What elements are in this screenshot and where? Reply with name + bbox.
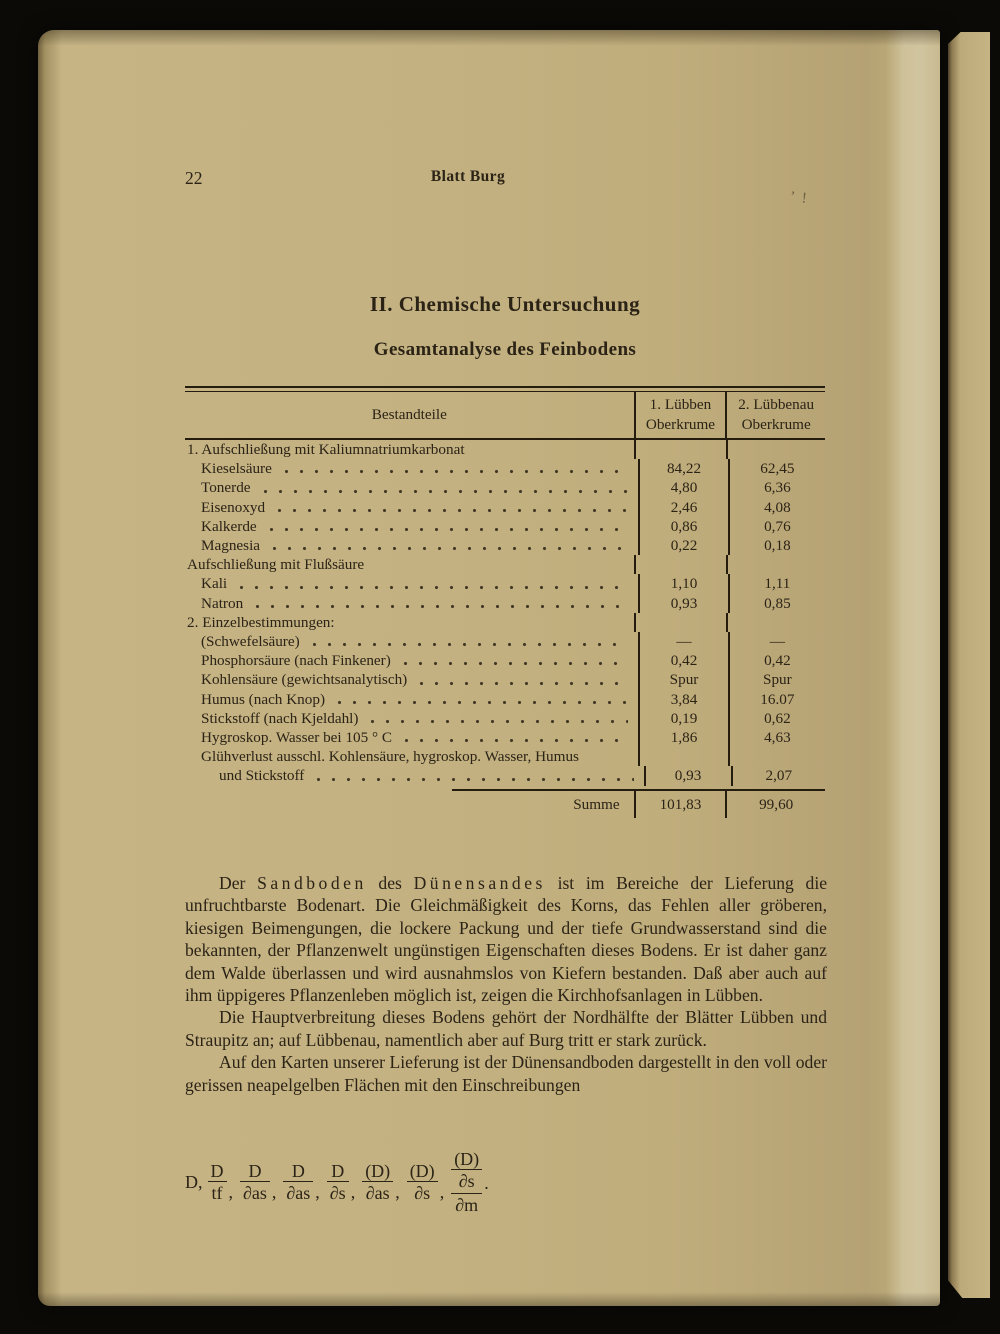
table-row (185, 459, 825, 478)
row-value-luebben: 2,46 (638, 498, 727, 517)
table-header (185, 392, 825, 440)
table-row (185, 478, 825, 497)
fraction: $\frac{D}{\partial as}$ (240, 1162, 270, 1204)
row-value-luebben: 84,22 (638, 459, 727, 478)
dot-leader (272, 546, 628, 551)
row-label: Hygroskop. Wasser bei 105 ° C (201, 729, 393, 747)
row-value-luebbenau: 6,36 (728, 478, 825, 497)
table-row (185, 498, 825, 517)
row-value-luebbenau: 4,63 (728, 728, 825, 747)
row-value-luebbenau: 1,11 (728, 574, 825, 593)
row-value-luebbenau: 16.07 (728, 690, 825, 709)
row-label-cell (185, 459, 638, 478)
fraction: (D) ∂s ∂m (451, 1150, 482, 1215)
dot-leader (269, 527, 629, 532)
row-value-luebbenau: 0,42 (728, 651, 825, 670)
row-label: Natron (201, 594, 244, 612)
row-value-luebbenau: 0,85 (728, 594, 825, 613)
row-label: 1. Aufschließung mit Kaliumnatriumkarbonat (187, 441, 465, 458)
table-row (185, 766, 825, 785)
dot-leader (284, 469, 628, 474)
section-subtitle: Gesamtanalyse des Feinbodens (373, 339, 637, 360)
row-label: Tonerde (201, 479, 251, 497)
row-label-cell (185, 517, 638, 536)
row-value-luebbenau (726, 555, 825, 574)
table-row (185, 632, 825, 651)
dot-leader (316, 777, 633, 782)
formula-lead: D, (185, 1171, 203, 1192)
row-label-cell (185, 728, 638, 747)
sum-label: Summe (573, 795, 620, 813)
dot-leader (263, 489, 629, 494)
column-header-line: Oberkrume (741, 416, 811, 433)
fraction-separator: , (395, 1181, 400, 1202)
row-label-cell (185, 555, 634, 574)
row-label: Kali (201, 575, 228, 593)
dot-leader (465, 440, 635, 459)
dot-leader (312, 642, 629, 647)
row-label: Humus (nach Knop) (201, 690, 326, 708)
column-header-line: Oberkrume (645, 416, 716, 433)
column-header-luebben (634, 392, 726, 438)
row-value-luebben: — (638, 632, 727, 651)
row-value-luebben: 1,86 (638, 728, 727, 747)
text-run-spaced: Dünensandes (413, 873, 546, 893)
paragraph-karten: Auf den Karten unserer Lieferung ist der Dünensandboden dargestellt in den voll oder gerissen neapelgelben Flächen mit den Einschreibungen (185, 1052, 827, 1095)
row-value-luebben: 0,93 (644, 766, 731, 785)
fraction-separator: . (484, 1172, 489, 1193)
row-label-cell (185, 574, 638, 593)
row-label-cell (185, 651, 638, 670)
row-label: 2. Einzelbestimmungen: (187, 613, 335, 631)
dot-leader (335, 613, 635, 632)
paragraph-sandboden (185, 872, 827, 1006)
table-row (185, 613, 825, 632)
row-label: Aufschließung mit Flußsäure (187, 556, 365, 574)
row-value-luebbenau: 62,45 (728, 459, 825, 478)
text-run: Der (219, 873, 258, 893)
row-label-cell (185, 594, 638, 613)
row-value-luebben (634, 613, 725, 632)
table-row (185, 747, 825, 766)
fraction: $\frac{D}{\partial as}$ (283, 1162, 313, 1204)
row-value-luebben: 0,93 (638, 594, 727, 613)
row-label: Glühverlust ausschl. Kohlensäure, hygroskop. Wasser, Humus (201, 748, 579, 766)
table-rows (185, 440, 825, 786)
row-value-luebbenau (726, 613, 825, 632)
table-row (185, 709, 825, 728)
row-label: Magnesia (201, 537, 261, 555)
row-value-luebbenau: Spur (728, 670, 825, 689)
table-row (185, 670, 825, 689)
fraction: $\frac{(D)}{\partial s}$ (407, 1162, 438, 1204)
row-label: Stickstoff (nach Kjeldahl) (201, 709, 359, 727)
table-row (185, 574, 825, 593)
dot-leader (364, 555, 634, 574)
section-title: II. Chemische Untersuchung (369, 292, 641, 316)
row-label: Eisenoxyd (201, 498, 266, 516)
fraction: $\frac{(D)}{\partial as}$ (362, 1162, 393, 1204)
row-label: Kalkerde (201, 517, 257, 535)
table-row (185, 651, 825, 670)
dot-leader (277, 508, 628, 513)
fraction: $\frac{D}{\partial s}$ (327, 1162, 349, 1204)
row-label-cell (185, 766, 644, 785)
column-header-line: 1. Lübben (649, 396, 712, 413)
row-label-cell (185, 670, 638, 689)
table-row (185, 517, 825, 536)
row-label-cell (185, 632, 638, 651)
dot-leader (370, 719, 628, 724)
row-label: (Schwefelsäure) (201, 633, 300, 651)
dot-leader (255, 604, 628, 609)
sum-value-luebbenau: 99,60 (725, 792, 825, 818)
dot-leader (403, 661, 629, 666)
sum-row (185, 792, 825, 818)
row-value-luebbenau: — (728, 632, 825, 651)
fraction-separator: , (439, 1181, 445, 1202)
book-page (38, 30, 940, 1306)
row-value-luebben: 0,22 (638, 536, 727, 555)
heading-block (185, 292, 825, 361)
row-value-luebbenau: 0,62 (728, 709, 825, 728)
column-header-bestandteile: Bestandteile (371, 406, 447, 423)
page-number: 22 (185, 168, 203, 188)
text-run: ist im Bereiche der Lieferung die unfruchtbarste Bodenart. Die Gleichmäßigkeit des Korns, das Fehlen aller gröberen, kiesigen Beimengungen, die lockere Packung und der tiefe Grundwasserstand sind die bekannten, der Pflanzenwelt ungünstigen Eigenschaften dieses Bodens. Er ist daher ganz dem Walde überlassen und wird ausnahmslos von Kiefern bestanden. Daß aber auch auf ihm üppigeres Pflanzenleben möglich ist, zeigen die Kirchhofsanlagen in Lübben. (185, 873, 828, 1006)
dot-leader (419, 681, 628, 686)
fraction-separator: , (228, 1181, 233, 1202)
row-label-cell (185, 747, 638, 766)
row-value-luebben: 0,19 (638, 709, 727, 728)
text-run-spaced: Sandboden (257, 873, 367, 893)
fraction-separator: , (315, 1181, 320, 1202)
next-page-edge (948, 32, 990, 1298)
row-value-luebben: 4,80 (638, 478, 727, 497)
ink-mark: ’ ! (789, 189, 810, 207)
row-label-cell (185, 709, 638, 728)
row-value-luebben: Spur (638, 670, 727, 689)
fraction-separator: , (271, 1181, 277, 1202)
row-value-luebbenau: 0,76 (728, 517, 825, 536)
row-label: Phosphorsäure (nach Finkener) (201, 652, 391, 670)
table-row (185, 690, 825, 709)
row-label: und Stickstoff (219, 767, 305, 785)
dot-leader (239, 585, 628, 590)
row-label-cell (185, 536, 638, 555)
row-value-luebben: 1,10 (638, 574, 727, 593)
row-label-cell (185, 613, 634, 632)
row-label-cell (185, 440, 634, 459)
row-label-cell (185, 478, 638, 497)
table-row (185, 728, 825, 747)
fraction-separator: , (350, 1181, 356, 1202)
table-row (185, 536, 825, 555)
table-row (185, 555, 825, 574)
row-value-luebben (634, 440, 725, 459)
row-value-luebbenau (726, 440, 825, 459)
sum-value-luebben: 101,83 (634, 792, 726, 818)
row-value-luebben: 0,42 (638, 651, 727, 670)
map-inscription-formula (185, 1150, 495, 1215)
row-value-luebbenau: 2,07 (731, 766, 825, 785)
column-header-luebbenau (725, 392, 825, 438)
table-row (185, 440, 825, 459)
row-value-luebben: 0,86 (638, 517, 727, 536)
dot-leader (579, 747, 638, 766)
analysis-table (185, 386, 825, 818)
text-run: des (366, 873, 414, 893)
row-label: Kohlensäure (gewichtsanalytisch) (201, 671, 408, 689)
paragraph-hauptverbreitung: Die Hauptverbreitung dieses Bodens gehört der Nordhälfte der Blätter Lübben und Straupitz an; auf Lübbenau, namentlich aber auf Burg tritt er stark zurück. (185, 1007, 827, 1050)
row-label-cell (185, 690, 638, 709)
running-title: Blatt Burg (430, 168, 506, 185)
body-text (185, 872, 827, 1096)
row-label-cell (185, 498, 638, 517)
fraction: $\frac{D}{tf}$ (208, 1162, 227, 1204)
row-value-luebbenau: 0,18 (728, 536, 825, 555)
table-row (185, 594, 825, 613)
dot-leader (404, 738, 628, 743)
row-value-luebben (634, 555, 725, 574)
row-value-luebben (638, 747, 727, 766)
column-header-line: 2. Lübbenau (738, 396, 815, 413)
row-value-luebbenau: 4,08 (728, 498, 825, 517)
row-value-luebbenau (728, 747, 825, 766)
formula-terms (207, 1150, 495, 1215)
row-value-luebben: 3,84 (638, 690, 727, 709)
dot-leader (337, 700, 628, 705)
row-label: Kieselsäure (201, 460, 272, 478)
